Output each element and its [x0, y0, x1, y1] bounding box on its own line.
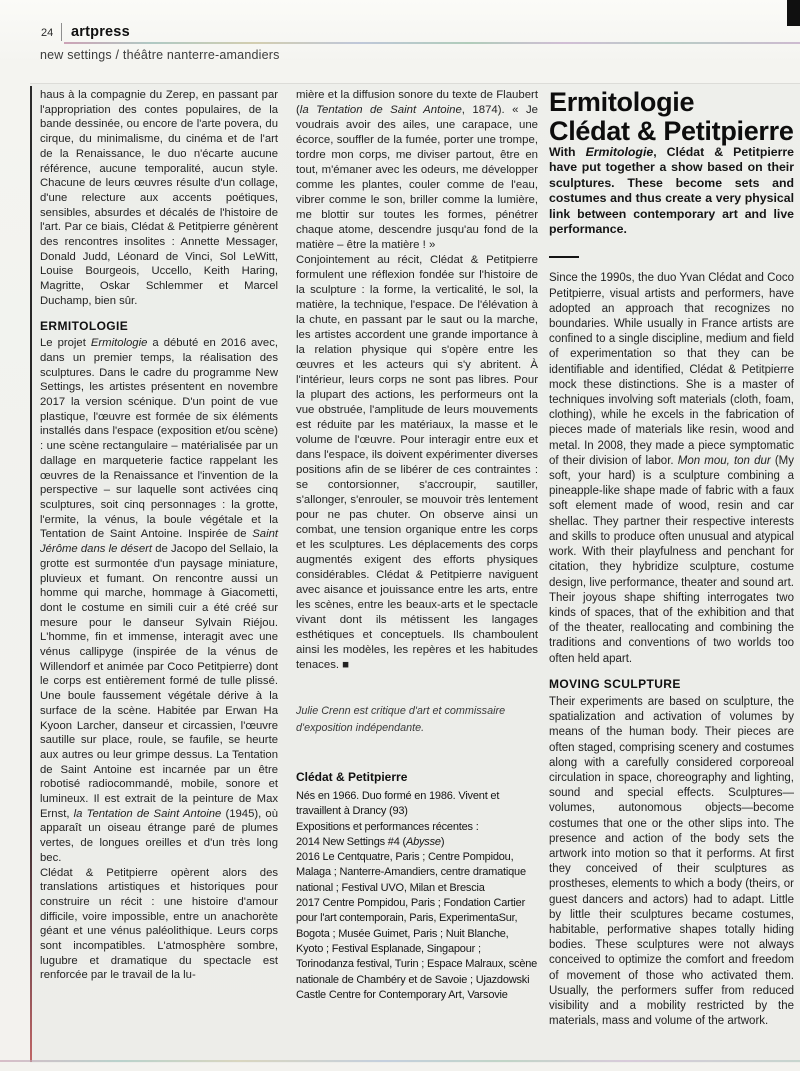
- bottom-rule: [0, 1060, 800, 1062]
- article-title-line2: Clédat & Petitpierre: [549, 115, 794, 146]
- page-number: 24: [41, 27, 54, 39]
- column-french-1: [40, 88, 278, 983]
- kicker: new settings / théâtre nanterre-amandiers: [40, 48, 280, 62]
- bio-entry: Nés en 1966. Duo formé en 1986. Vivent et travaillent à Drancy (93): [296, 790, 500, 818]
- standfirst: With Ermitologie, Clédat & Petitpierre have put together a show based on their sculptures. These become sets and costumes and thus create a very physical link between contemporary art and live performance.: [549, 145, 794, 237]
- left-edge-rule: [30, 86, 32, 1062]
- bio-heading: Clédat & Petitpierre: [296, 770, 408, 784]
- paragraph: Since the 1990s, the duo Yvan Clédat and Coco Petitpierre, visual artists and performers, have adopted an approach that recognizes no boundaries. While usually in France artists are confined to a single discipline, medium and field of experimentation so that they can be identifiable and identified, Clédat & Petitpierre mock these distinctions. She is a master of techniques involving soft materials (cloth, foam, clothing), while he excels in the fabrication of pieces made of materials like resin, wood and metal. In 2008, they made a piece symptomatic of their division of labor. Mon mou, ton dur (My soft, your hard) is a sculpture combining a pineapple-like shape made of fabric with a faux soft element made of wood, resin and car shellac. They partner their respective interests and skills to produce often unusual and atypical work. With their playfulness and penchant for citation, they hybridize sculpture, costume design, live performance, theater and sound art. Their joyous shape shifting interrogates two kinds of spaces, that of the exhibition and that of the theater, reallocating and combining the traditions and conventions of two worlds too often held apart.: [549, 272, 795, 665]
- paragraph: mière et la diffusion sonore du texte de Flaubert (la Tentation de Saint Antoine, 1874). « Je voudrais avoir des ailes, une carapace, une écorce, souffler de la fumée, porter une trompe, tordre mon corps, me diviser partout, être en tout, m'émaner avec les odeurs, me développer comme les plantes, couler comme de l'eau, vibrer comme le son, briller comme la lumière, me blottir sur toutes les formes, pénétrer chaque atome, descendre jusqu'au fond de la matière – être la matière ! »: [296, 89, 539, 251]
- header-separator: [61, 23, 62, 41]
- article-title-line1: Ermitologie: [549, 87, 695, 117]
- bio-entry: 2014 New Settings #4 (Abysse): [296, 835, 445, 848]
- paragraph: Clédat & Petitpierre opèrent alors des translations artistiques et historiques pour construire un récit : une histoire d'amour difficile, voire impossible, entre un anachorète géant et une vénus paléolithique. Leurs corps sont incompatibles. L'atmosphère sombre, lugubre et dramatique du spectacle est renforcée par le travail de la lu-: [40, 866, 278, 982]
- section-heading-moving-sculpture: MOVING SCULPTURE: [549, 676, 681, 691]
- corner-print-mark: [787, 0, 800, 26]
- text-block-top-line: [30, 83, 800, 84]
- bio-entry: 2017 Centre Pompidou, Paris ; Fondation Cartier pour l'art contemporain, Paris, ExperimentaSur, Bogota ; Musée Guimet, Paris ; Nuit Blanche, Kyoto ; Festival Esplanade, Singapour ; Torinodanza festival, Turin ; Espace Malraux, scène nationale de Chambéry et de Savoie ; Ujazdowski Castle Centre for Contemporary Art, Varsovie: [296, 897, 538, 1001]
- paragraph: Conjointement au récit, Clédat & Petitpierre formulent une réflexion fondée sur l'histoire de la sculpture : la forme, la verticalité, le sol, la matière, la technique, l'espace. De l'élévation à la chute, en passant par le saut ou la marche, les artistes accordent une grande importance à la relation physique qui s'opère entre les œuvres et les acteurs qui s'y abritent. À l'intérieur, leurs corps ne sont pas libres. Pour la plupart des actions, les performeurs ont la vue obstruée, l'amplitude de leurs mouvements est réduite par les matériaux, la masse et le volume de l'œuvre. Pour interagir entre eux et dans l'espace, ils doivent expérimenter diverses positions afin de se libérer de ces contraintes : se contorsionner, s'accroupir, sautiller, s'allonger, s'enrouler, se mouvoir très lentement pour ne pas chuter. On observe ainsi un combat, une tension organique entre les corps et les sculptures. Les déplacements des corps augmentés exigent des efforts physiques considérables. Clédat & Petitpierre naviguent avec aisance et jouissance entre les arts, entre les scènes, entre les beaux-arts et le spectacle vivant dont ils métissent les langages esthétiques et conceptuels. Ils chamboulent ainsi les modèles, les repères et les habitudes tenaces. ■: [296, 254, 538, 671]
- paragraph: haus à la compagnie du Zerep, en passant par l'appropriation des contes populaires, de la bande dessinée, ou encore de l'arte povera, du cirque, du minimalisme, du cinéma et de l'art de la Renaissance, le duo n'écarte aucune référence, aucune temporalité, aucun style. Chacune de leurs œuvres résulte d'un collage, d'une relecture aux accents poétiques, sensibles, absurdes et décalés de l'histoire de l'art. Par ce biais, Clédat & Petitpierre génèrent des rencontres insolites : Annette Messager, Donald Judd, Léonard de Vinci, Sol LeWitt, Louise Bourgeois, Uccello, Keith Haring, Magritte, Oskar Schlemmer et Marcel Duchamp, bien sûr.: [40, 89, 278, 307]
- article-title: [549, 88, 794, 145]
- column-french-2: [296, 88, 538, 1003]
- magazine-logo: artpress: [71, 24, 130, 40]
- bio-entry: 2016 Le Centquatre, Paris ; Centre Pompidou, Malaga ; Nanterre-Amandiers, centre dramatique national ; Festival UVO, Milan et Brescia: [296, 851, 526, 894]
- title-rule: [549, 256, 579, 258]
- artist-bio: [296, 770, 538, 1003]
- bio-entry: Expositions et performances récentes :: [296, 820, 479, 833]
- author-credit: Julie Crenn est critique d'art et commissaire d'exposition indépendante.: [296, 705, 506, 734]
- paragraph: Le projet Ermitologie a débuté en 2016 avec, dans un premier temps, la réalisation des sculptures. Dans le cadre du programme New Settings, les artistes présentent en novembre 2017 la version scénique. D'un point de vue plastique, l'œuvre est formée de six éléments installés dans l'espace (exposition et/ou scène) : une scène rectangulaire – matérialisée par un dallage en marqueterie factice rappelant les œuvres de la Renaissance et l'invention de la perspective – sur laquelle sont activées cinq sculptures, soit cinq personnages : la grotte, l'ermite, la vénus, la boule végétale et la Tentation de Saint Antoine. Inspirée de Saint Jérôme dans le désert de Jacopo del Sellaio, la grotte est surmontée d'un paysage miniature, pluvieux et fumant. On rencontre aussi un homme qui marche, hommage à Giacometti, dont le costume en simili cuir a été créé sur mesure pour le danseur Sylvain Riéjou. L'homme, fin et immense, interagit avec une vénus callipyge (inspirée de la vénus de Willendorf et animée par Coco Petitpierre) dont le corps est entièrement formé de tulle plissé. Une boule faussement végétale dérive à la surface de la scène. Habitée par Erwan Ha Kyoon Larcher, danseur et circassien, l'œuvre sautille sur place, roule, se faufile, se heurte aux autres ou leur grimpe dessus. La Tentation de Saint Antoine est incarnée par un être robotisé radiocommandé, mobile, sonore et lumineux. Il est extrait de la peinture de Max Ernst, la Tentation de Saint Antoine (1945), où apparaît un oiseau étrange paré de plumes vertes, de longues oreilles et d'un très long bec.: [40, 337, 279, 864]
- paragraph: Their experiments are based on sculpture, the spatialization and activation of volumes by means of the human body. Their pieces are often staged, comprising scenery and costumes along with a carefully considered corporeoal circulation in space, choreography and lighting, sound and special effects. Sculptures—volumes, autonomous objects—become costumes that one or the other slips into. The presence and action of the body sets the artwork into motion so that it performs. At first they conceived of their sculptures as prostheses, elements to which a body (theirs, or guest dancers and actors) had to adapt. Little by little their sculptures became costumes, habitable, performative shapes totally hiding bodies. These sculptures were not always conceived to optimize the comfort and freedom of movement of those who activated them. Usually, the performers suffer from reduced visibility and a mobility restricted by the materials, mass and volume of the artwork.: [549, 695, 794, 1028]
- section-heading-ermitologie: ERMITOLOGIE: [40, 318, 129, 333]
- header-rule: [64, 42, 800, 44]
- column-english: [549, 88, 794, 1029]
